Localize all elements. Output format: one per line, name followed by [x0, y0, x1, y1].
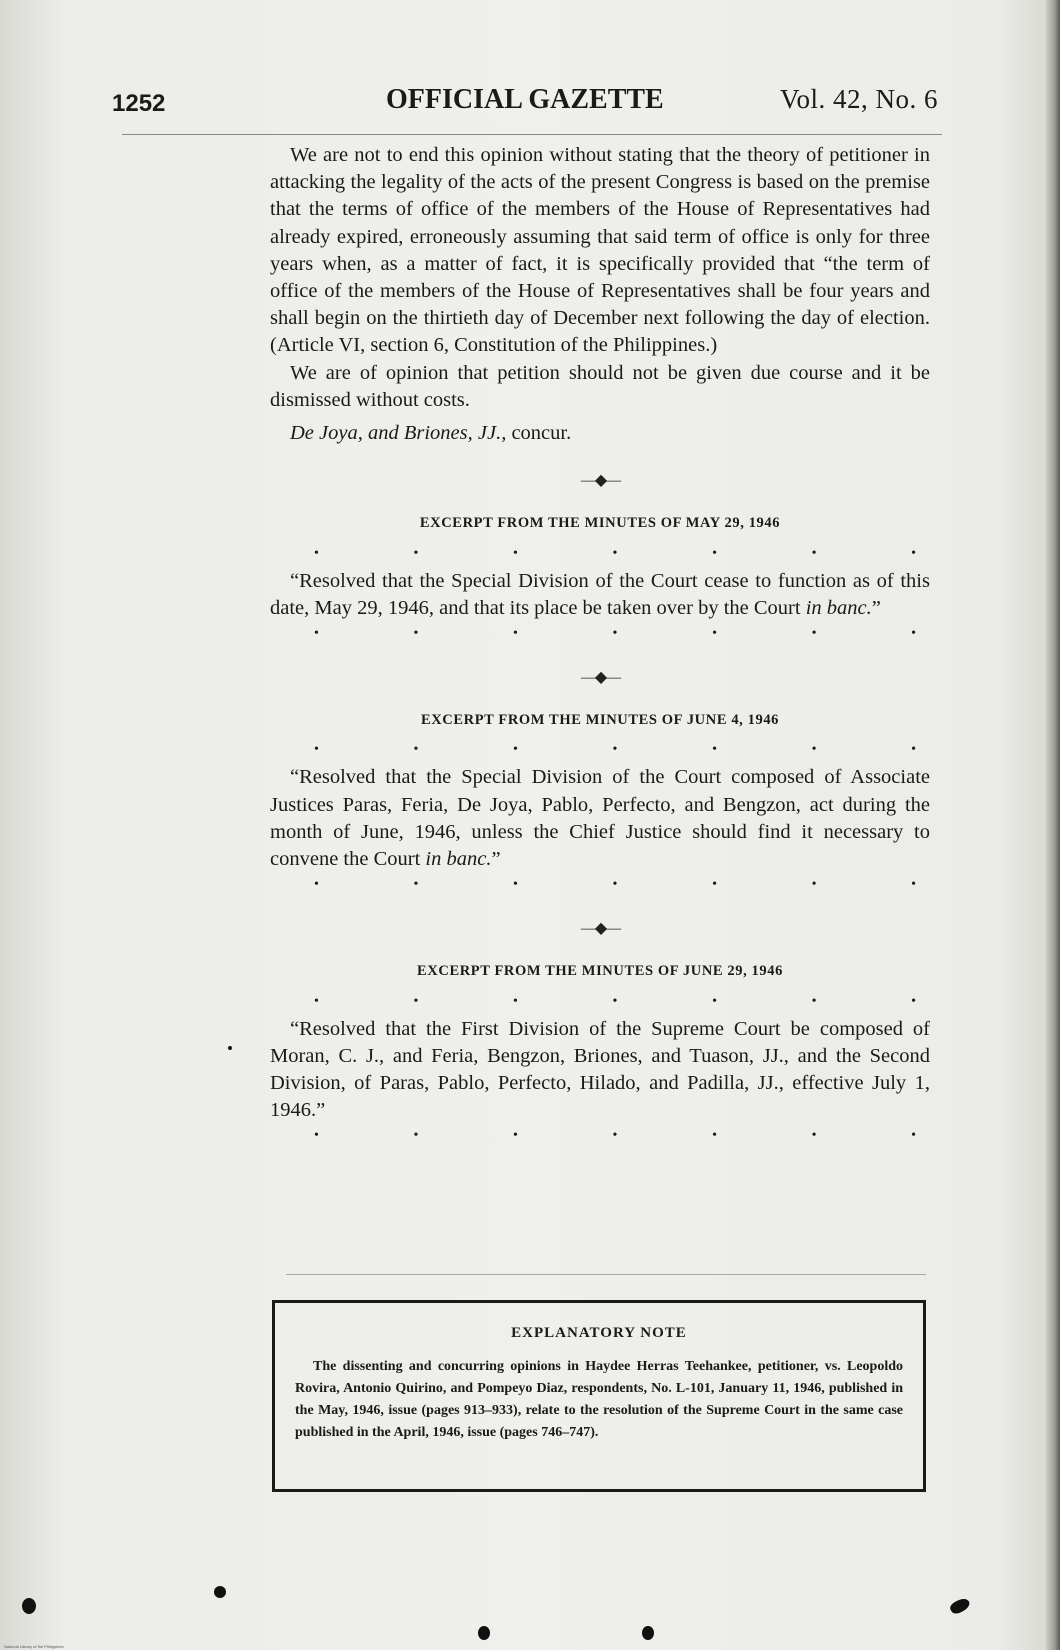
- ink-speck: [214, 1586, 226, 1598]
- ellipsis-stars: • • • • • • •: [314, 626, 916, 642]
- ellipsis-stars: • • • • • • •: [314, 877, 916, 893]
- ink-speck: [478, 1626, 490, 1640]
- main-text: [270, 142, 930, 1150]
- concurrence-line: [270, 420, 930, 447]
- excerpt-heading-2: EXCERPT FROM THE MINUTES OF JUNE 4, 1946: [420, 712, 780, 729]
- publication-title: OFFICIAL GAZETTE: [386, 84, 664, 115]
- excerpt-quote-1: “Resolved that the Special Division of the Court cease to function as of this date, May 29, 1946, and that its place be taken over by the Court in banc.”: [270, 569, 930, 619]
- scan-watermark: National Library of the Philippines: [4, 1644, 64, 1649]
- section-divider: [286, 1274, 926, 1275]
- ellipsis-stars: • • • • • • •: [314, 993, 916, 1009]
- section-ornament: —◆—: [580, 669, 620, 687]
- concurring-justices: De Joya, and Briones, JJ.,: [290, 422, 507, 445]
- excerpt-heading-1: EXCERPT FROM THE MINUTES OF MAY 29, 1946: [419, 515, 781, 532]
- page-binding-edge: [1046, 0, 1060, 1650]
- ellipsis-stars: • • • • • • •: [314, 1128, 916, 1144]
- note-title: EXPLANATORY NOTE: [511, 1325, 687, 1341]
- excerpt-quote-2: “Resolved that the Special Division of the Court composed of Associate Justices Paras, Feria, De Joya, Pablo, Perfecto, and Bengzon, act during the month of June, 1946, unless the Chief Justice should find it necessary to convene the Court in banc.”: [270, 766, 930, 871]
- page-header: [112, 76, 938, 116]
- volume-issue: Vol. 42, No. 6: [779, 84, 938, 114]
- page-number: 1252: [112, 90, 166, 117]
- excerpt-heading-3: EXCERPT FROM THE MINUTES OF JUNE 29, 1946: [417, 963, 783, 980]
- ink-speck: [642, 1626, 654, 1640]
- header-divider: [122, 134, 942, 135]
- section-ornament: —◆—: [580, 472, 620, 490]
- ink-speck: [948, 1596, 971, 1616]
- note-text: The dissenting and concurring opinions in Haydee Herras Teehankee, petitioner, vs. Leopoldo Rovira, Antonio Quirino, and Pompeyo Diaz, respondents, No. L-101, January 11, 1946, published in the May, 1946, issue (pages 913–933), relate to the resolution of the Supreme Court in the same case published in the April, 1946, issue (pages 746–747).: [295, 1359, 903, 1440]
- excerpt-quote-3: “Resolved that the First Division of the Supreme Court be composed of Moran, C. J., and Feria, Bengzon, Briones, and Tuason, JJ., and the Second Division, of Paras, Pablo, Perfecto, Hilado, and Padilla, JJ., effective July 1, 1946.”: [270, 1017, 930, 1122]
- opinion-paragraph-1: We are not to end this opinion without stating that the theory of petitioner in attacking the legality of the acts of the present Congress is based on the premise that the terms of office of the members of the House of Representatives had already expired, erroneously assuming that said term of office is only for three years when, as a matter of fact, it is specifically provided that “the term of office of the members of the House of Representatives shall be four years and shall begin on the thirtieth day of December next following the day of election. (Article VI, section 6, Constitution of the Philippines.): [270, 144, 930, 357]
- ellipsis-stars: • • • • • • •: [314, 545, 916, 561]
- ink-speck: [228, 1046, 232, 1050]
- concur-word: concur.: [511, 422, 572, 445]
- explanatory-note-box: [272, 1300, 926, 1492]
- section-ornament: —◆—: [580, 920, 620, 938]
- ellipsis-stars: • • • • • • •: [314, 742, 916, 758]
- ink-speck: [22, 1598, 36, 1614]
- opinion-paragraph-2: We are of opinion that petition should not be given due course and it be dismissed without costs.: [270, 361, 930, 411]
